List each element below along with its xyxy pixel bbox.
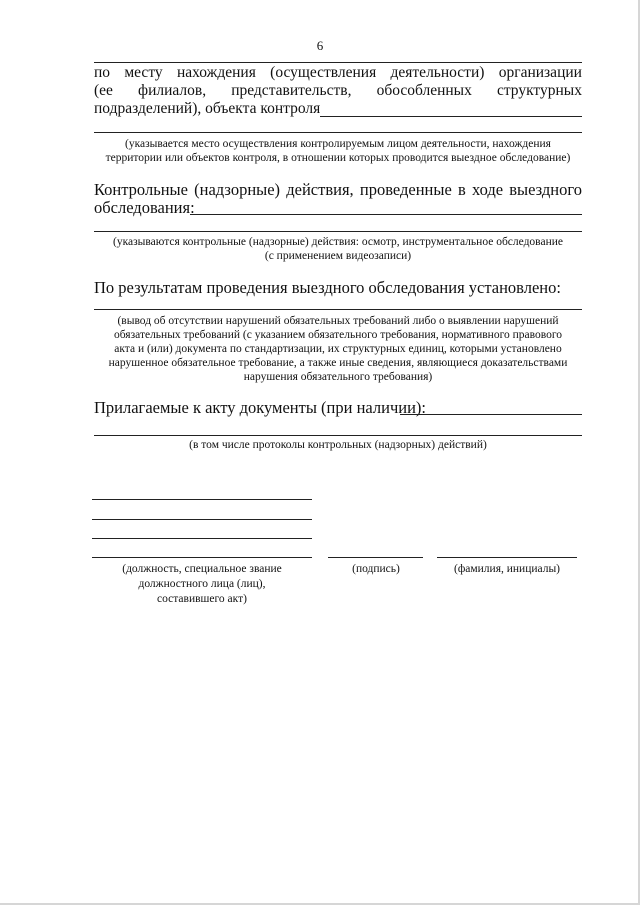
results-note-3: акта и (или) документа по стандартизации, их структурных единиц, которыми установлено <box>114 343 562 355</box>
actions-blank-line[interactable] <box>94 231 582 232</box>
position-line-1[interactable] <box>92 499 312 500</box>
location-line-1-word: нахождения <box>176 64 256 81</box>
location-blank-line[interactable] <box>94 132 582 133</box>
position-line-4[interactable] <box>92 557 312 558</box>
location-line-2-word: обособленных <box>376 82 472 99</box>
position-line-2[interactable] <box>92 519 312 520</box>
results-note-5: нарушения обязательного требования) <box>243 371 433 383</box>
results-note-1: (вывод об отсутствии нарушений обязательных требований либо о выявлении нарушений <box>117 315 559 327</box>
position-caption <box>92 562 312 607</box>
actions-fill-line[interactable] <box>190 214 582 215</box>
actions-line-1-word: (надзорные) <box>194 180 281 199</box>
location-line-3: подразделений), объекта контроля <box>94 100 321 117</box>
location-line-2-word: (ее <box>94 82 113 99</box>
position-line-3[interactable] <box>92 538 312 539</box>
results-blank-line[interactable] <box>94 309 582 310</box>
location-line-1-word: (осуществления <box>270 64 377 81</box>
location-line-1-word: по <box>94 64 111 81</box>
actions-line-2: обследования: <box>94 198 195 217</box>
location-line-1 <box>94 64 582 82</box>
actions-line-1 <box>94 181 582 199</box>
name-caption: (фамилия, инициалы) <box>453 563 561 575</box>
location-line-2-word: представительств, <box>231 82 352 99</box>
page-number: 6 <box>316 38 324 53</box>
actions-note-2: (с применением видеозаписи) <box>264 250 412 262</box>
name-line[interactable] <box>437 557 577 558</box>
location-line-1-word: организации <box>498 64 582 81</box>
location-note-2: территории или объектов контроля, в отношении которых проводится выездное обследование) <box>105 152 571 164</box>
actions-note-1: (указываются контрольные (надзорные) действия: осмотр, инструментальное обследование <box>113 236 563 248</box>
attachments-note: (в том числе протоколы контрольных (надзорных) действий) <box>189 439 487 451</box>
attachments-blank-line[interactable] <box>94 435 582 436</box>
location-fill-line[interactable] <box>320 116 582 117</box>
actions-line-1-word: проведенные <box>359 180 452 199</box>
location-line-2 <box>94 82 582 100</box>
results-heading: По результатам проведения выездного обследования установлено: <box>94 278 561 297</box>
signature-line[interactable] <box>328 557 423 558</box>
location-note-1: (указывается место осуществления контролируемым лицом деятельности, нахождения <box>125 138 551 150</box>
actions-line-1-word: в <box>457 180 466 199</box>
attachments-label: Прилагаемые к акту документы (при наличии): <box>94 398 426 417</box>
actions-line-1-word: Контрольные <box>94 180 188 199</box>
results-note-2: обязательных требований (с указанием обязательного требования, нормативного правового <box>113 329 563 341</box>
actions-line-1-word: действия, <box>286 180 354 199</box>
actions-line-1-word: ходе <box>471 180 504 199</box>
location-line-2-word: филиалов, <box>138 82 207 99</box>
location-line-1-word: месту <box>124 64 163 81</box>
results-note-4: нарушенное обязательное требование, а также иные сведения, являющиеся доказательствами <box>108 357 568 369</box>
attachments-fill-line[interactable] <box>400 414 582 415</box>
position-caption-1: (должность, специальное звание <box>122 563 282 575</box>
location-line-1-word: деятельности) <box>390 64 485 81</box>
position-caption-2: должностного лица (лиц), <box>138 578 266 590</box>
actions-line-1-word: выездного <box>509 180 582 199</box>
top-rule <box>94 62 582 63</box>
location-line-2-word: структурных <box>496 82 582 99</box>
position-caption-3: составившего акт) <box>157 593 247 605</box>
signature-caption: (подпись) <box>352 563 400 575</box>
